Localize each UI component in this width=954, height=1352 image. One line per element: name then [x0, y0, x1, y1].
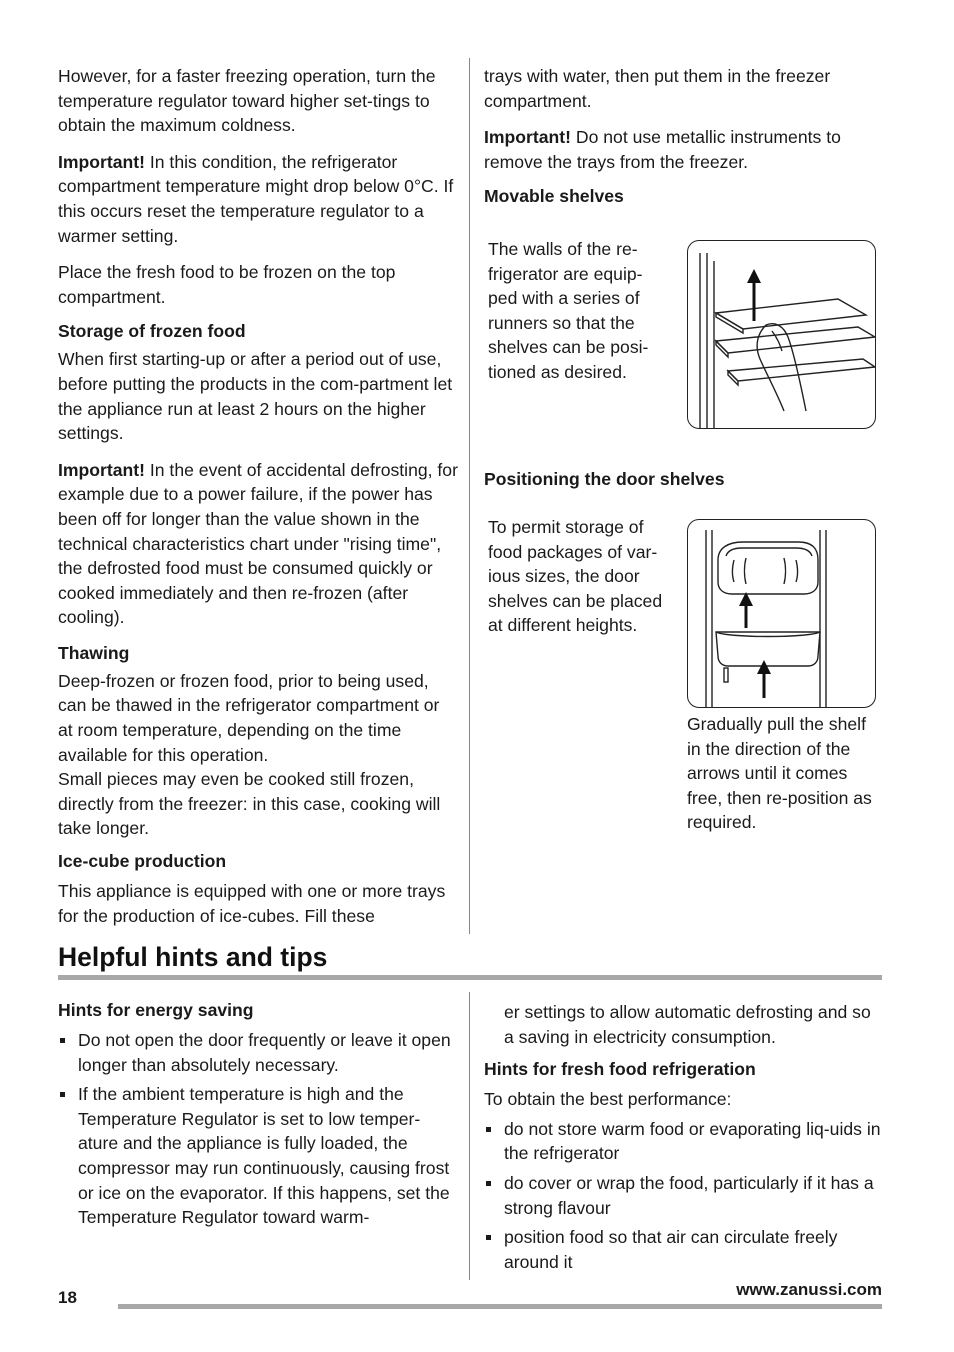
- paragraph-important-defrosting: Important! In the event of accidental defrosting, for example due to a power failure, if the power has been off for longer than the value shown in the technical characteristics chart under "rising time", the defrosted food must be consumed quickly or cooked immediately and then re-frozen (after cooling).: [58, 459, 458, 628]
- section-title-helpful-hints: Helpful hints and tips: [58, 942, 328, 972]
- energy-saving-list: [58, 1028, 458, 1230]
- paragraph-small-pieces: Small pieces may even be cooked still frozen, directly from the freezer: in this case, cooking will take longer.: [58, 769, 441, 839]
- hints-left-column: [58, 998, 458, 1230]
- paragraph-thawing: Deep-frozen or frozen food, prior to being used, can be thawed in the refrigerator compartment or at room temperature, depending on the time available for this operation.: [58, 670, 440, 765]
- figure-movable-shelves: [687, 240, 876, 429]
- heading-fresh-food: Hints for fresh food refrigeration: [484, 1059, 756, 1080]
- heading-energy-saving: Hints for energy saving: [58, 1000, 254, 1020]
- paragraph-movable-shelves: The walls of the re-frigerator are equip-ped with a series of runners so that the shelves can be posi-tioned as desired.: [488, 239, 649, 382]
- paragraph-best-performance: To obtain the best performance:: [484, 1089, 732, 1110]
- door-shelves-illustration: [688, 520, 875, 707]
- important-label: Important!: [58, 151, 145, 172]
- website-link[interactable]: www.zanussi.com: [736, 1280, 882, 1299]
- paragraph-trays-water: trays with water, then put them in the freezer compartment.: [484, 66, 831, 111]
- list-item: do cover or wrap the food, particularly if it has a strong flavour: [484, 1171, 884, 1220]
- paragraph-starting-up: When first starting-up or after a period out of use, before putting the products in the com-partment let the appliance run at least 2 hours on the higher settings.: [58, 349, 453, 444]
- heading-storage-frozen-food: Storage of frozen food: [58, 321, 246, 342]
- shelf-runners-illustration: [688, 241, 875, 428]
- caption-door-shelves: Gradually pull the shelf in the direction of the arrows until it comes free, then re-position as required.: [687, 714, 872, 833]
- right-column: [484, 64, 884, 208]
- list-item: If the ambient temperature is high and the Temperature Regulator is set to low temper-ature and the appliance is fully loaded, the compressor may run continuously, causing frost or ice on the evaporator. If this happens, set the Temperature Regulator toward warm-: [58, 1082, 458, 1230]
- paragraph-door-shelves: To permit storage of food packages of var-ious sizes, the door shelves can be placed at different heights.: [488, 517, 663, 636]
- paragraph-place-food: Place the fresh food to be frozen on the top compartment.: [58, 262, 396, 307]
- heading-thawing: Thawing: [58, 642, 130, 663]
- heading-door-shelves: Positioning the door shelves: [484, 469, 725, 489]
- list-item: Do not open the door frequently or leave it open longer than absolutely necessary.: [58, 1028, 458, 1077]
- heading-movable-shelves: Movable shelves: [484, 186, 624, 207]
- paragraph-ice-cube: This appliance is equipped with one or more trays for the production of ice-cubes. Fill these: [58, 881, 446, 926]
- paragraph-important-temperature: Important! In this condition, the refrigerator compartment temperature might drop below 0°C. If this occurs reset the temperature regulator to a warmer setting.: [58, 151, 454, 246]
- left-column: [58, 64, 458, 928]
- important-label: Important!: [484, 127, 571, 148]
- figure-door-shelves: [687, 519, 876, 708]
- column-divider-bottom: [469, 992, 470, 1280]
- column-divider-top: [469, 58, 470, 934]
- page-number: 18: [58, 1288, 77, 1307]
- heading-ice-cube-production: Ice-cube production: [58, 851, 227, 872]
- list-item: position food so that air can circulate freely around it: [484, 1225, 884, 1274]
- footer-rule: [118, 1304, 882, 1309]
- important-label: Important!: [58, 459, 145, 480]
- section-rule: [58, 975, 882, 980]
- paragraph-important-metallic: Important! Do not use metallic instruments to remove the trays from the freezer.: [484, 127, 841, 172]
- fresh-food-list: [484, 1117, 884, 1275]
- hints-right-column: [484, 1000, 884, 1274]
- paragraph-energy-continued: er settings to allow automatic defrosting and so a saving in electricity consumption.: [504, 1002, 871, 1047]
- paragraph-faster-freezing: However, for a faster freezing operation, turn the temperature regulator toward higher set-tings to obtain the maximum coldness.: [58, 66, 436, 136]
- list-item: do not store warm food or evaporating liq-uids in the refrigerator: [484, 1117, 884, 1166]
